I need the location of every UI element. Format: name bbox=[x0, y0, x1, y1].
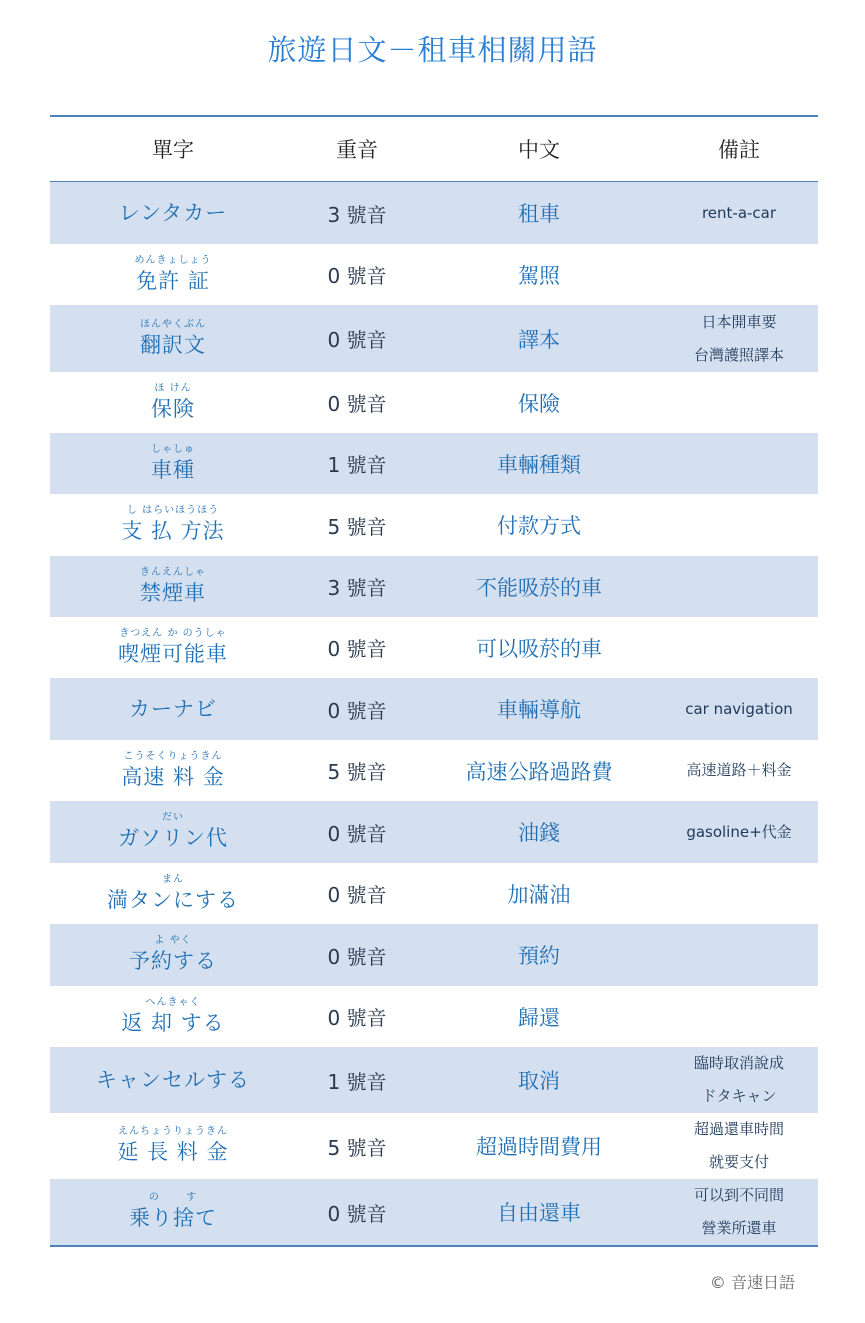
cell-chinese: 可以吸菸的車 bbox=[476, 636, 602, 661]
cell-word bbox=[50, 997, 296, 1037]
furigana: こうそくりょうきん bbox=[123, 750, 223, 762]
cell-accent: 3 號音 bbox=[327, 202, 387, 227]
word-text: 高速 料 金 bbox=[121, 764, 225, 789]
cell-word bbox=[50, 505, 296, 545]
cell-chinese: 車輛導航 bbox=[497, 698, 581, 722]
table-row bbox=[50, 1047, 818, 1113]
table-row bbox=[50, 1113, 818, 1179]
cell-word bbox=[50, 874, 296, 914]
cell-accent: 3 號音 bbox=[327, 576, 387, 600]
table-row bbox=[50, 372, 818, 433]
word-text: 禁煙車 bbox=[140, 580, 206, 605]
cell-word bbox=[50, 319, 296, 359]
table-row bbox=[50, 244, 818, 305]
cell-chinese: 歸還 bbox=[518, 1005, 560, 1030]
furigana: ほんやくぶん bbox=[140, 318, 206, 330]
word-text: 保険 bbox=[151, 396, 195, 421]
furigana: よ やく bbox=[154, 935, 192, 946]
cell-note bbox=[660, 197, 818, 230]
furigana: きんえんしゃ bbox=[140, 566, 206, 578]
table-row bbox=[50, 182, 818, 244]
furigana: まん bbox=[162, 873, 184, 885]
word-text: 延 長 料 金 bbox=[117, 1140, 229, 1164]
table-body bbox=[50, 182, 818, 1245]
cell-note bbox=[660, 693, 818, 726]
note-line: gasoline+代金 bbox=[686, 822, 792, 841]
cell-word bbox=[50, 444, 296, 484]
word-text: 車種 bbox=[151, 457, 195, 482]
cell-word bbox=[50, 812, 296, 852]
vocab-table bbox=[50, 115, 818, 1247]
word-text: カーナビ bbox=[129, 697, 217, 721]
note-line: 營業所還車 bbox=[701, 1219, 777, 1237]
furigana: きつえん か のうしゃ bbox=[119, 627, 227, 639]
word-text: 満タンにする bbox=[107, 887, 239, 912]
table-row bbox=[50, 924, 818, 986]
cell-chinese: 超過時間費用 bbox=[476, 1135, 602, 1159]
cell-word bbox=[50, 567, 296, 607]
furigana: の す bbox=[148, 1192, 198, 1203]
table-row bbox=[50, 986, 818, 1047]
cell-accent: 1 號音 bbox=[327, 1069, 387, 1094]
furigana: しゃしゅ bbox=[151, 443, 195, 455]
cell-accent: 5 號音 bbox=[327, 514, 387, 539]
table-row bbox=[50, 801, 818, 863]
cell-accent: 0 號音 bbox=[327, 392, 387, 416]
word-text: レンタカー bbox=[118, 201, 228, 225]
cell-accent: 5 號音 bbox=[327, 1135, 387, 1160]
cell-accent: 0 號音 bbox=[327, 637, 387, 661]
cell-chinese: 預約 bbox=[518, 944, 560, 968]
cell-accent: 0 號音 bbox=[327, 1201, 387, 1226]
table-header bbox=[50, 117, 818, 182]
cell-note bbox=[660, 306, 818, 372]
cell-chinese: 加滿油 bbox=[507, 882, 571, 907]
cell-word bbox=[50, 1126, 296, 1166]
header-chinese: 中文 bbox=[518, 138, 560, 162]
cell-accent: 0 號音 bbox=[327, 1006, 387, 1030]
table-row bbox=[50, 678, 818, 740]
table-row bbox=[50, 740, 818, 801]
word-text: 返 却 する bbox=[121, 1010, 225, 1035]
cell-note bbox=[660, 754, 818, 787]
furigana: し はらいほうほう bbox=[126, 505, 220, 516]
cell-accent: 0 號音 bbox=[327, 698, 387, 723]
word-text: キャンセルする bbox=[96, 1068, 250, 1092]
note-line: 可以到不同間 bbox=[693, 1186, 784, 1204]
cell-word bbox=[50, 1066, 296, 1094]
cell-accent: 1 號音 bbox=[327, 453, 387, 477]
cell-word bbox=[50, 383, 296, 423]
header-accent: 重音 bbox=[336, 138, 378, 162]
cell-accent: 0 號音 bbox=[327, 821, 387, 846]
furigana: ほ けん bbox=[154, 382, 192, 394]
cell-note bbox=[660, 816, 818, 849]
table-row bbox=[50, 556, 818, 617]
note-line: 台灣護照譯本 bbox=[693, 345, 784, 364]
furigana: めんきょしょう bbox=[134, 254, 212, 266]
cell-accent: 0 號音 bbox=[327, 944, 387, 969]
table-row bbox=[50, 494, 818, 556]
table-row bbox=[50, 305, 818, 372]
word-text: 翻訳文 bbox=[140, 332, 206, 357]
table-row bbox=[50, 863, 818, 924]
cell-chinese: 租車 bbox=[518, 202, 560, 226]
cell-word bbox=[50, 255, 296, 295]
cell-word bbox=[50, 628, 296, 668]
page-title: 旅遊日文－租車相關用語 bbox=[267, 33, 598, 67]
table-row bbox=[50, 617, 818, 678]
cell-chinese: 自由還車 bbox=[497, 1201, 581, 1225]
cell-word bbox=[50, 751, 296, 791]
furigana: へんきゃく bbox=[145, 996, 201, 1008]
cell-accent: 0 號音 bbox=[327, 264, 387, 288]
cell-chinese: 付款方式 bbox=[497, 514, 581, 538]
note-line: 日本開車要 bbox=[701, 312, 777, 331]
cell-chinese: 保險 bbox=[518, 391, 560, 416]
word-text: 支 払 方法 bbox=[121, 519, 225, 543]
cell-word bbox=[50, 695, 296, 723]
furigana: だい bbox=[162, 812, 184, 823]
table-row bbox=[50, 1179, 818, 1245]
cell-chinese: 譯本 bbox=[518, 327, 560, 352]
word-text: ガソリン代 bbox=[118, 826, 228, 850]
header-word: 單字 bbox=[152, 138, 194, 162]
word-text: 免許 証 bbox=[136, 268, 210, 293]
header-note: 備註 bbox=[718, 138, 760, 162]
note-line: rent-a-car bbox=[701, 203, 777, 222]
note-line: 超過還車時間 bbox=[693, 1120, 784, 1138]
cell-word bbox=[50, 935, 296, 975]
cell-chinese: 車輛種類 bbox=[497, 452, 581, 477]
cell-word bbox=[50, 199, 296, 227]
cell-accent: 5 號音 bbox=[327, 760, 387, 784]
cell-chinese: 駕照 bbox=[518, 263, 560, 288]
cell-accent: 0 號音 bbox=[327, 328, 387, 352]
cell-note bbox=[660, 1113, 818, 1179]
note-line: 臨時取消說成 bbox=[693, 1054, 784, 1072]
word-text: 予約する bbox=[129, 949, 217, 973]
cell-chinese: 取消 bbox=[518, 1069, 560, 1093]
cell-note bbox=[660, 1047, 818, 1113]
furigana: えんちょうりょうきん bbox=[118, 1126, 228, 1137]
table-row bbox=[50, 433, 818, 494]
note-line: 就要支付 bbox=[708, 1153, 769, 1171]
note-line: car navigation bbox=[685, 699, 793, 718]
word-text: 乗り捨て bbox=[129, 1206, 217, 1230]
cell-note bbox=[660, 1179, 818, 1245]
cell-chinese: 油錢 bbox=[518, 821, 560, 845]
cell-chinese: 高速公路過路費 bbox=[465, 759, 613, 784]
cell-chinese: 不能吸菸的車 bbox=[476, 575, 602, 600]
note-line: ドタキャン bbox=[701, 1087, 777, 1105]
word-text: 喫煙可能車 bbox=[118, 641, 228, 666]
note-line: 高速道路＋料金 bbox=[686, 761, 792, 779]
copyright: © 音速日語 bbox=[709, 1273, 795, 1292]
cell-word bbox=[50, 1192, 296, 1232]
cell-accent: 0 號音 bbox=[327, 883, 387, 907]
